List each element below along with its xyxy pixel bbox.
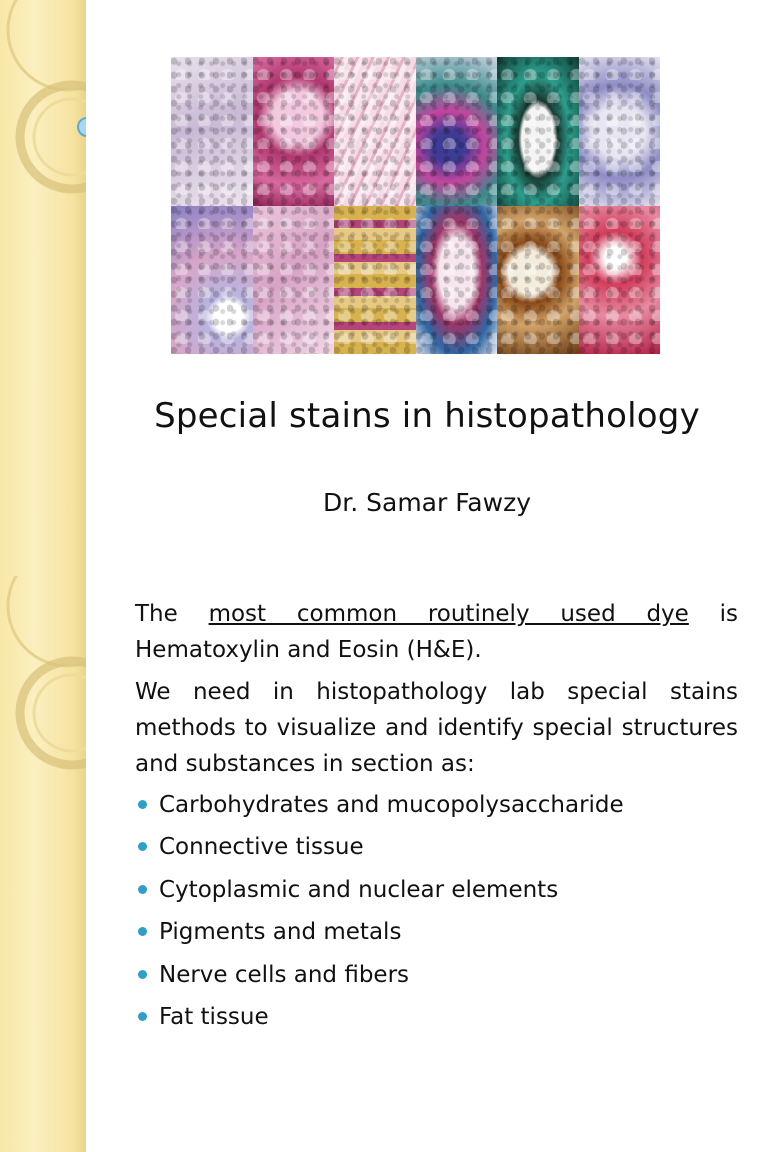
list-item (135, 956, 624, 998)
list-item-label: Fat tissue (159, 1003, 269, 1030)
intro-underlined: most common routinely used dye (208, 601, 689, 627)
list-item-label: Nerve cells and fibers (159, 961, 410, 988)
trichrome-stain-tile (497, 57, 579, 206)
alcian-blue-tile (579, 57, 661, 206)
bullet-icon (138, 842, 147, 851)
glomerulus-tile (416, 206, 498, 355)
list-item-label: Pigments and metals (159, 919, 402, 946)
list-item (135, 998, 624, 1040)
immuno-brown-tile (497, 206, 579, 355)
body-paragraph: We need in histopathology lab special stains methods to visualize and identify special structures and substances in section as: (135, 679, 738, 777)
bullet-icon (138, 885, 147, 894)
list-item (135, 871, 624, 913)
histology-image-mosaic (171, 57, 660, 354)
decorative-sidebar (0, 0, 87, 576)
giemsa-stain-tile (416, 57, 498, 206)
bullet-icon (138, 1012, 147, 1021)
list-item-label: Carbohydrates and mucopolysaccharide (159, 792, 624, 818)
red-tissue-tile (579, 206, 661, 355)
bubble-icon (78, 118, 86, 136)
list-item (135, 828, 624, 870)
bullet-icon (138, 970, 147, 979)
bullet-icon (138, 800, 147, 809)
intro-paragraph (135, 596, 738, 668)
author-name: Dr. Samar Fawzy (323, 488, 531, 517)
elastic-stain-tile (171, 57, 253, 206)
list-item-label: Connective tissue (159, 834, 364, 861)
sidebar-swirl-decoration (0, 0, 86, 576)
intro-prefix: The (135, 601, 209, 627)
bullet-list (135, 786, 624, 1040)
list-item-label: Cytoplasmic and nuclear elements (159, 876, 559, 903)
reticulin-stain-tile (334, 57, 416, 206)
list-item (135, 913, 624, 955)
decorative-sidebar (0, 576, 87, 1152)
list-item (135, 786, 624, 828)
pas-stain-tile (253, 57, 335, 206)
colon-crypts-tile (334, 206, 416, 355)
bullet-icon (138, 927, 147, 936)
slide-title: Special stains in histopathology (154, 396, 700, 436)
sidebar-swirl-decoration (0, 576, 86, 1152)
he-tissue-tile (253, 206, 335, 355)
blood-smear-tile (171, 206, 253, 355)
intro-suffix: is Hematoxylin and Eosin (H&E). (135, 601, 738, 663)
